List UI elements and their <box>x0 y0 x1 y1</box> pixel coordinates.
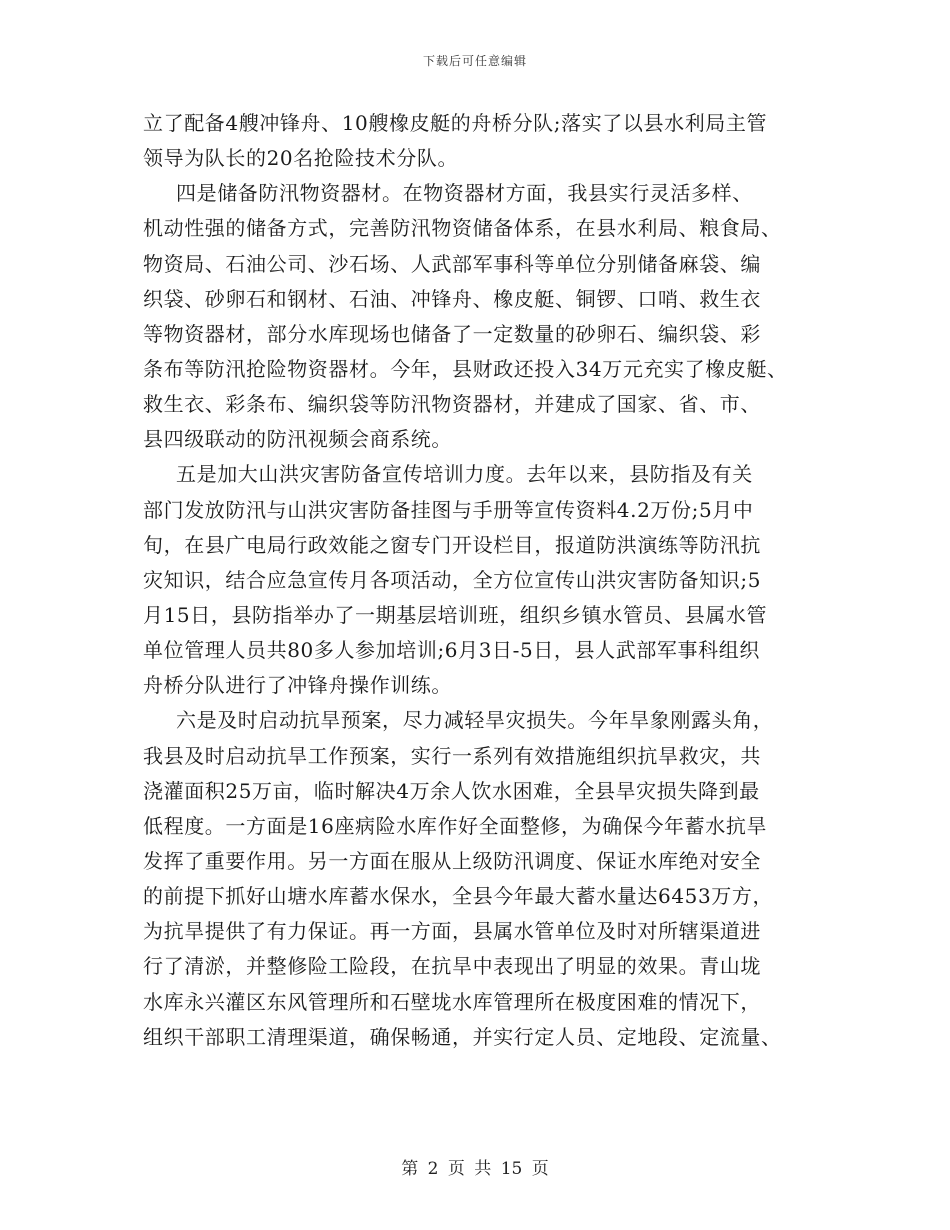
page-number-footer: 第 2 页 共 15 页 <box>401 1159 549 1179</box>
text-line: 发挥了重要作用。另一方面在服从上级防汛调度、保证水库绝对安全 <box>143 848 761 873</box>
text-line: 织袋、砂卵石和钢材、石油、冲锋舟、橡皮艇、铜锣、口哨、救生衣 <box>143 286 761 311</box>
text-line: 低程度。一方面是16座病险水库作好全面整修，为确保今年蓄水抗旱 <box>143 813 768 838</box>
page-header: 下载后可任意编辑 <box>422 54 527 68</box>
text-line: 我县及时启动抗旱工作预案，实行一系列有效措施组织抗旱救灾，共 <box>143 743 761 768</box>
text-line: 县四级联动的防汛视频会商系统。 <box>143 427 452 452</box>
text-line: 物资局、石油公司、沙石场、人武部军事科等单位分别储备麻袋、编 <box>143 251 761 276</box>
text-line: 为抗旱提供了有力保证。再一方面，县属水管单位及时对所辖渠道进 <box>143 919 761 944</box>
text-line: 浇灌面积25万亩，临时解决4万余人饮水困难，全县旱灾损失降到最 <box>143 778 760 803</box>
text-line: 部门发放防汛与山洪灾害防备挂图与手册等宣传资料4.2万份;5月中 <box>143 497 754 522</box>
text-line: 单位管理人员共80多人参加培训;6月3日-5日，县人武部军事科组织 <box>143 638 760 663</box>
text-line: 的前提下抓好山塘水库蓄水保水，全县今年最大蓄水量达6453万方， <box>143 884 774 909</box>
text-line: 立了配备4艘冲锋舟、10艘橡皮艇的舟桥分队;落实了以县水利局主管 <box>143 111 768 135</box>
text-line: 机动性强的储备方式，完善防汛物资储备体系，在县水利局、粮食局、 <box>143 216 782 241</box>
text-line: 组织干部职工清理渠道，确保畅通，并实行定人员、定地段、定流量、 <box>143 1024 782 1049</box>
text-line: 舟桥分队进行了冲锋舟操作训练。 <box>143 673 452 698</box>
text-line: 行了清淤，并整修险工险段，在抗旱中表现出了明显的效果。青山垅 <box>143 954 761 979</box>
text-line: 条布等防汛抢险物资器材。今年，县财政还投入34万元充实了橡皮艇、 <box>143 356 788 381</box>
paragraph-start-line: 六是及时启动抗旱预案，尽力减轻旱灾损失。今年旱象刚露头角， <box>176 708 774 733</box>
text-line: 水库永兴灌区东风管理所和石壁垅水库管理所在极度困难的情况下， <box>143 989 761 1014</box>
text-line: 灾知识，结合应急宣传月各项活动，全方位宣传山洪灾害防备知识;5 <box>143 567 762 592</box>
text-line: 领导为队长的20名抢险技术分队。 <box>143 146 459 171</box>
text-line: 等物资器材，部分水库现场也储备了一定数量的砂卵石、编织袋、彩 <box>143 321 761 346</box>
text-line: 月15日，县防指举办了一期基层培训班，组织乡镇水管员、县属水管 <box>143 602 768 627</box>
text-line: 旬，在县广电局行政效能之窗专门开设栏目，报道防洪演练等防汛抗 <box>143 532 761 557</box>
text-line: 救生衣、彩条布、编织袋等防汛物资器材，并建成了国家、省、市、 <box>143 392 761 417</box>
paragraph-start-line: 四是储备防汛物资器材。在物资器材方面，我县实行灵活多样、 <box>176 181 753 206</box>
document-body <box>143 106 813 1055</box>
paragraph-start-line: 五是加大山洪灾害防备宣传培训力度。去年以来，县防指及有关 <box>176 462 753 487</box>
